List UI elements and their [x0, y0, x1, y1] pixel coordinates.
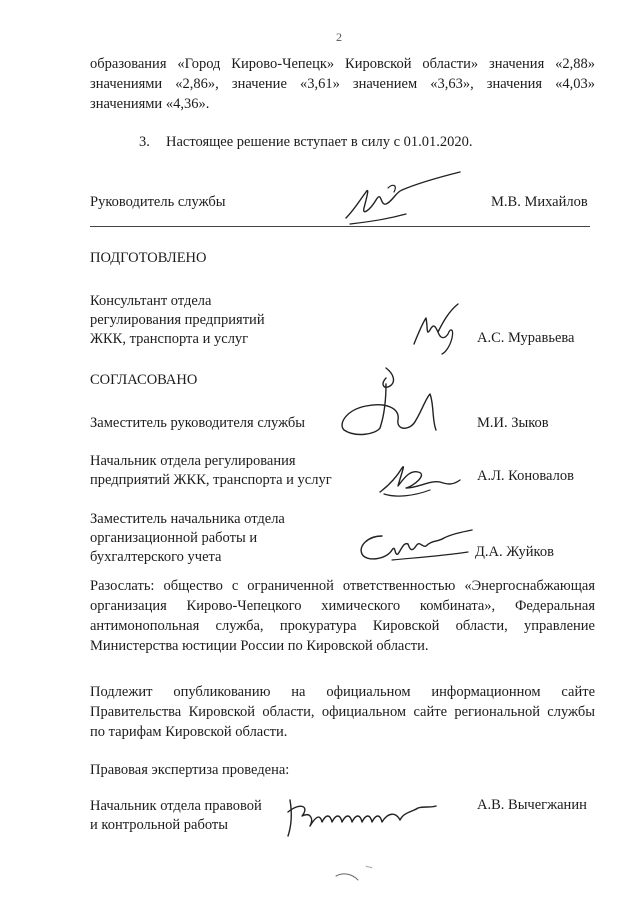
- head-signature: [336, 170, 466, 230]
- distribution-paragraph: [90, 576, 595, 656]
- prepared-signature: [408, 298, 468, 358]
- page-number: 2: [336, 30, 342, 44]
- agreed-signature-1: [336, 364, 446, 444]
- bottom-mark: [330, 858, 380, 888]
- agreed-signature-2: [374, 452, 464, 500]
- publication-line: Правительства Кировской области, официальном сайте региональной службы: [90, 704, 595, 720]
- position-line: и контрольной работы: [90, 817, 228, 833]
- distribution-line: Министерства юстиции России по Кировской области.: [90, 638, 429, 654]
- position-line: Начальник отдела регулирования: [90, 453, 296, 469]
- head-position: Руководитель службы: [90, 194, 226, 210]
- agreed-name-3: Д.А. Жуйков: [475, 544, 554, 560]
- legal-name: А.В. Вычегжанин: [477, 797, 587, 813]
- head-name: М.В. Михайлов: [491, 194, 588, 210]
- position-line: Заместитель начальника отдела: [90, 511, 285, 527]
- intro-line: значениями «2,86», значение «3,61» значением «3,63», значения «4,03»: [90, 76, 595, 92]
- separator-line: [90, 226, 590, 227]
- distribution-line: антимонопольная служба, прокуратура Кировской области, управление: [90, 618, 595, 634]
- intro-line: образования «Город Кирово-Чепецк» Кировской области» значения «2,88»: [90, 56, 595, 72]
- item-number: 3.: [139, 134, 150, 150]
- position-line: Начальник отдела правовой: [90, 798, 262, 814]
- agreed-name-1: М.И. Зыков: [477, 415, 549, 431]
- prepared-position: [90, 292, 265, 349]
- publication-line: по тарифам Кировской области.: [90, 724, 288, 740]
- agreed-position-2: [90, 452, 332, 490]
- legal-signature: [280, 792, 440, 840]
- intro-paragraph: [90, 54, 595, 114]
- distribution-line: Разослать: общество с ограниченной ответственностью «Энергоснабжающая: [90, 578, 595, 594]
- agreed-signature-3: [352, 522, 474, 568]
- prepared-heading: ПОДГОТОВЛЕНО: [90, 250, 207, 266]
- position-line: организационной работы и: [90, 530, 258, 546]
- agreed-position-3: [90, 510, 285, 567]
- position-line: предприятий ЖКК, транспорта и услуг: [90, 472, 332, 488]
- agreed-heading: СОГЛАСОВАНО: [90, 372, 198, 388]
- agreed-position-1: Заместитель руководителя службы: [90, 415, 306, 431]
- position-line: регулирования предприятий: [90, 312, 265, 328]
- intro-line: значениями «4,36».: [90, 96, 210, 112]
- position-line: ЖКК, транспорта и услуг: [90, 331, 249, 347]
- distribution-line: организация Кирово-Чепецкого химического комбината», Федеральная: [90, 598, 595, 614]
- legal-note: Правовая экспертиза проведена:: [90, 762, 290, 778]
- publication-paragraph: [90, 682, 595, 742]
- prepared-name: А.С. Муравьева: [477, 330, 575, 346]
- agreed-name-2: А.Л. Коновалов: [477, 468, 574, 484]
- publication-line: Подлежит опубликованию на официальном информационном сайте: [90, 684, 595, 700]
- position-line: Консультант отдела: [90, 293, 212, 309]
- position-line: бухгалтерского учета: [90, 549, 222, 565]
- item-text: Настоящее решение вступает в силу с 01.01.2020.: [166, 134, 473, 150]
- legal-position: [90, 797, 262, 835]
